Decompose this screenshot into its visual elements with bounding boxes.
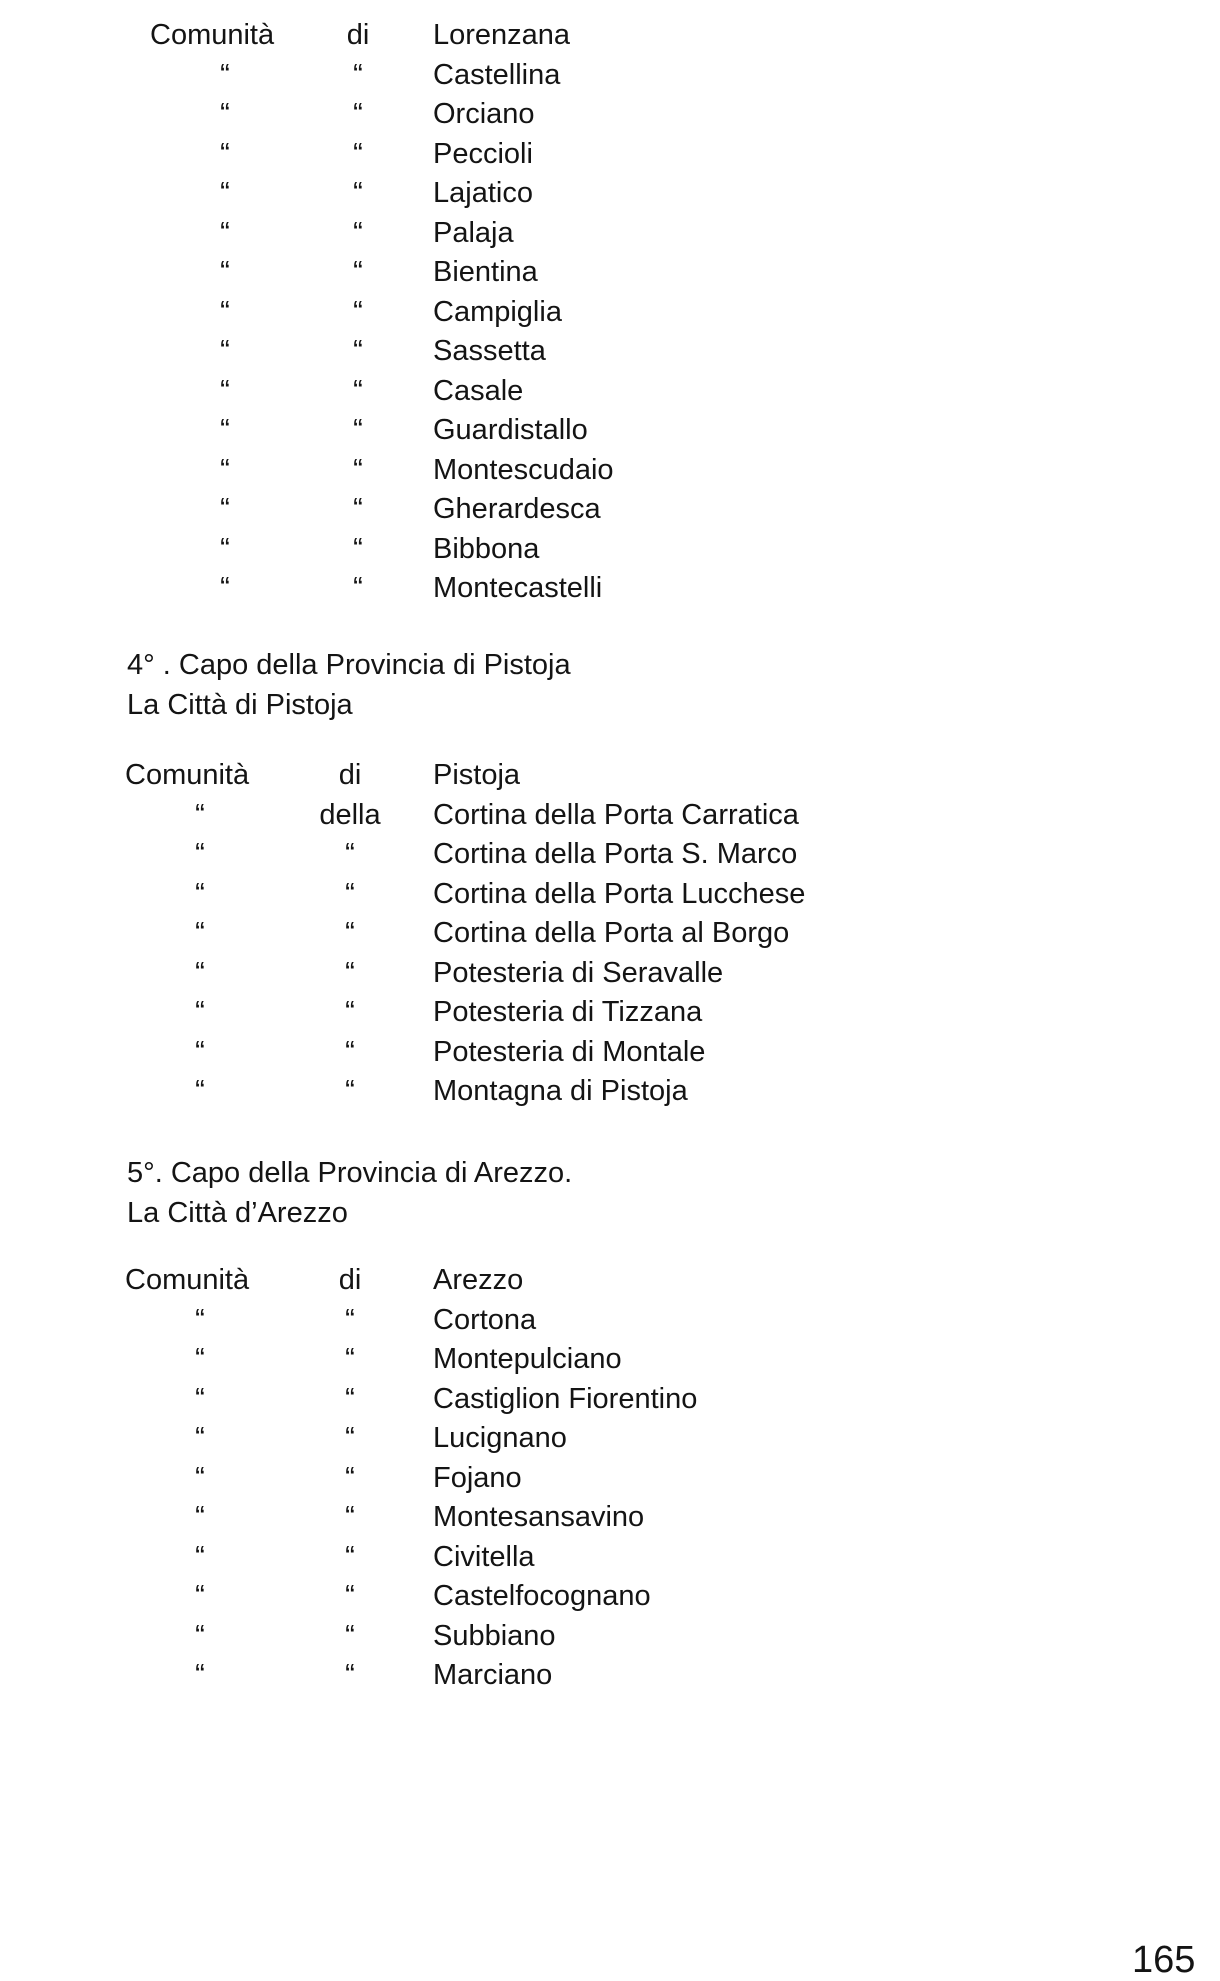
- list-item: [0, 913, 1220, 953]
- preposition-label: “: [345, 1382, 355, 1415]
- place-name: Montagna di Pistoja: [433, 1075, 688, 1107]
- community-label: “: [220, 137, 230, 170]
- community-label: “: [220, 532, 230, 565]
- community-label: “: [220, 374, 230, 407]
- list-item: [0, 755, 1220, 795]
- list-item: [0, 1260, 1220, 1300]
- preposition-label: “: [345, 1075, 355, 1107]
- place-name: Orciano: [433, 98, 535, 130]
- place-name: Potesteria di Seravalle: [433, 956, 724, 989]
- community-label: “: [195, 1580, 205, 1612]
- preposition-label: “: [345, 1619, 355, 1652]
- list-item: [0, 134, 1220, 174]
- place-name: Montesansavino: [433, 1501, 645, 1533]
- place-name: Campiglia: [433, 295, 562, 328]
- place-name: Pistoja: [433, 759, 521, 791]
- community-label: “: [195, 1501, 205, 1533]
- community-label: “: [220, 256, 230, 288]
- preposition-label: “: [345, 917, 355, 949]
- list-item: [0, 1418, 1220, 1458]
- preposition-label: “: [345, 838, 355, 870]
- section-heading-pistoja: 4° . Capo della Provincia di Pistoja: [127, 649, 571, 681]
- community-label: “: [220, 177, 230, 209]
- place-name: Guardistallo: [433, 414, 588, 446]
- list-item: [0, 795, 1220, 835]
- community-label: Comunità: [125, 1264, 250, 1296]
- preposition-label: “: [345, 1659, 355, 1691]
- community-label: “: [220, 414, 230, 446]
- list-item: [0, 953, 1220, 993]
- preposition-label: “: [345, 956, 355, 989]
- community-label: “: [195, 917, 205, 949]
- list-item: [0, 173, 1220, 213]
- list-item: [0, 292, 1220, 332]
- preposition-label: “: [345, 1461, 355, 1494]
- list-item: [0, 529, 1220, 569]
- preposition-label: di: [338, 759, 362, 791]
- place-name: Subbiano: [433, 1619, 556, 1652]
- place-name: Cortina della Porta Carratica: [433, 798, 799, 831]
- place-name: Marciano: [433, 1659, 553, 1691]
- place-name: Bibbona: [433, 532, 540, 565]
- preposition-label: “: [353, 335, 363, 367]
- place-name: Montepulciano: [433, 1343, 622, 1375]
- list-item: [0, 1655, 1220, 1695]
- community-label: “: [220, 295, 230, 328]
- preposition-label: “: [345, 1580, 355, 1612]
- community-label: “: [195, 1382, 205, 1415]
- community-label: “: [220, 216, 230, 249]
- community-label: Comunità: [125, 759, 250, 791]
- list-item: [0, 992, 1220, 1032]
- place-name: Potesteria di Montale: [433, 1035, 706, 1068]
- place-name: Civitella: [433, 1540, 535, 1573]
- preposition-label: “: [353, 216, 363, 249]
- community-label: “: [195, 1461, 205, 1494]
- preposition-label: “: [353, 453, 363, 486]
- place-name: Palaja: [433, 216, 514, 249]
- community-label: “: [195, 1540, 205, 1573]
- community-label: “: [195, 996, 205, 1028]
- list-item: [0, 1339, 1220, 1379]
- list-item: [0, 94, 1220, 134]
- community-label: “: [195, 1303, 205, 1336]
- list-item: [0, 371, 1220, 411]
- place-name: Sassetta: [433, 335, 546, 367]
- list-item: [0, 874, 1220, 914]
- community-label: “: [220, 493, 230, 525]
- list-item: [0, 450, 1220, 490]
- place-name: Castiglion Fiorentino: [433, 1382, 698, 1415]
- community-label: “: [195, 838, 205, 870]
- place-name: Montescudaio: [433, 453, 614, 486]
- community-label: “: [195, 798, 205, 831]
- list-item: [0, 1537, 1220, 1577]
- community-label: “: [195, 1035, 205, 1068]
- list-item: [0, 1379, 1220, 1419]
- place-name: Cortina della Porta Lucchese: [433, 877, 806, 910]
- preposition-label: “: [353, 137, 363, 170]
- community-label: “: [220, 98, 230, 130]
- list-item: [0, 15, 1220, 55]
- list-item: [0, 1576, 1220, 1616]
- preposition-label: “: [353, 177, 363, 209]
- list-item: [0, 1616, 1220, 1656]
- section-heading-arezzo: 5°. Capo della Provincia di Arezzo.: [127, 1157, 573, 1189]
- list-item: [0, 213, 1220, 253]
- place-name: Lorenzana: [433, 19, 571, 51]
- preposition-label: “: [345, 1035, 355, 1068]
- place-name: Fojano: [433, 1461, 522, 1494]
- community-label: “: [195, 1343, 205, 1375]
- place-name: Gherardesca: [433, 493, 601, 525]
- preposition-label: di: [338, 1264, 362, 1296]
- community-label: “: [220, 572, 230, 604]
- preposition-label: “: [353, 98, 363, 130]
- place-name: Cortona: [433, 1303, 537, 1336]
- place-name: Montecastelli: [433, 572, 603, 604]
- community-label: “: [195, 1422, 205, 1454]
- list-item: [0, 1032, 1220, 1072]
- preposition-label: “: [345, 996, 355, 1028]
- place-name: Peccioli: [433, 137, 533, 170]
- place-name: Potesteria di Tizzana: [433, 996, 703, 1028]
- preposition-label: “: [345, 1343, 355, 1375]
- place-name: Bientina: [433, 256, 538, 288]
- list-item: [0, 1497, 1220, 1537]
- community-label: “: [195, 877, 205, 910]
- place-name: Casale: [433, 374, 524, 407]
- list-item: [0, 410, 1220, 450]
- place-name: Arezzo: [433, 1264, 524, 1296]
- section-subheading-arezzo: La Città d’Arezzo: [127, 1197, 348, 1229]
- list-item: [0, 834, 1220, 874]
- preposition-label: “: [345, 1501, 355, 1533]
- place-name: Lajatico: [433, 177, 533, 209]
- place-name: Cortina della Porta al Borgo: [433, 917, 790, 949]
- community-label: “: [195, 956, 205, 989]
- community-label: “: [195, 1619, 205, 1652]
- preposition-label: “: [353, 295, 363, 328]
- preposition-label: “: [353, 58, 363, 91]
- preposition-label: “: [353, 256, 363, 288]
- section-subheading-pistoja: La Città di Pistoja: [127, 689, 353, 721]
- place-name: Cortina della Porta S. Marco: [433, 838, 798, 870]
- community-label: “: [195, 1075, 205, 1107]
- list-item: [0, 331, 1220, 371]
- page-number: 165: [1132, 1939, 1196, 1981]
- list-item: [0, 1300, 1220, 1340]
- list-item: [0, 489, 1220, 529]
- preposition-label: “: [353, 532, 363, 565]
- community-label: “: [220, 335, 230, 367]
- preposition-label: “: [345, 877, 355, 910]
- preposition-label: “: [345, 1303, 355, 1336]
- preposition-label: della: [319, 798, 381, 831]
- preposition-label: “: [353, 493, 363, 525]
- list-item: [0, 1458, 1220, 1498]
- preposition-label: “: [345, 1422, 355, 1454]
- preposition-label: “: [353, 414, 363, 446]
- community-label: “: [220, 58, 230, 91]
- place-name: Lucignano: [433, 1422, 567, 1454]
- list-item: [0, 55, 1220, 95]
- preposition-label: “: [353, 572, 363, 604]
- list-item: [0, 568, 1220, 608]
- place-name: Castelfocognano: [433, 1580, 651, 1612]
- community-label: “: [195, 1659, 205, 1691]
- community-label: “: [220, 453, 230, 486]
- list-item: [0, 1071, 1220, 1111]
- preposition-label: “: [345, 1540, 355, 1573]
- place-name: Castellina: [433, 58, 561, 91]
- preposition-label: di: [346, 19, 370, 51]
- list-item: [0, 252, 1220, 292]
- community-label: Comunità: [150, 19, 275, 51]
- preposition-label: “: [353, 374, 363, 407]
